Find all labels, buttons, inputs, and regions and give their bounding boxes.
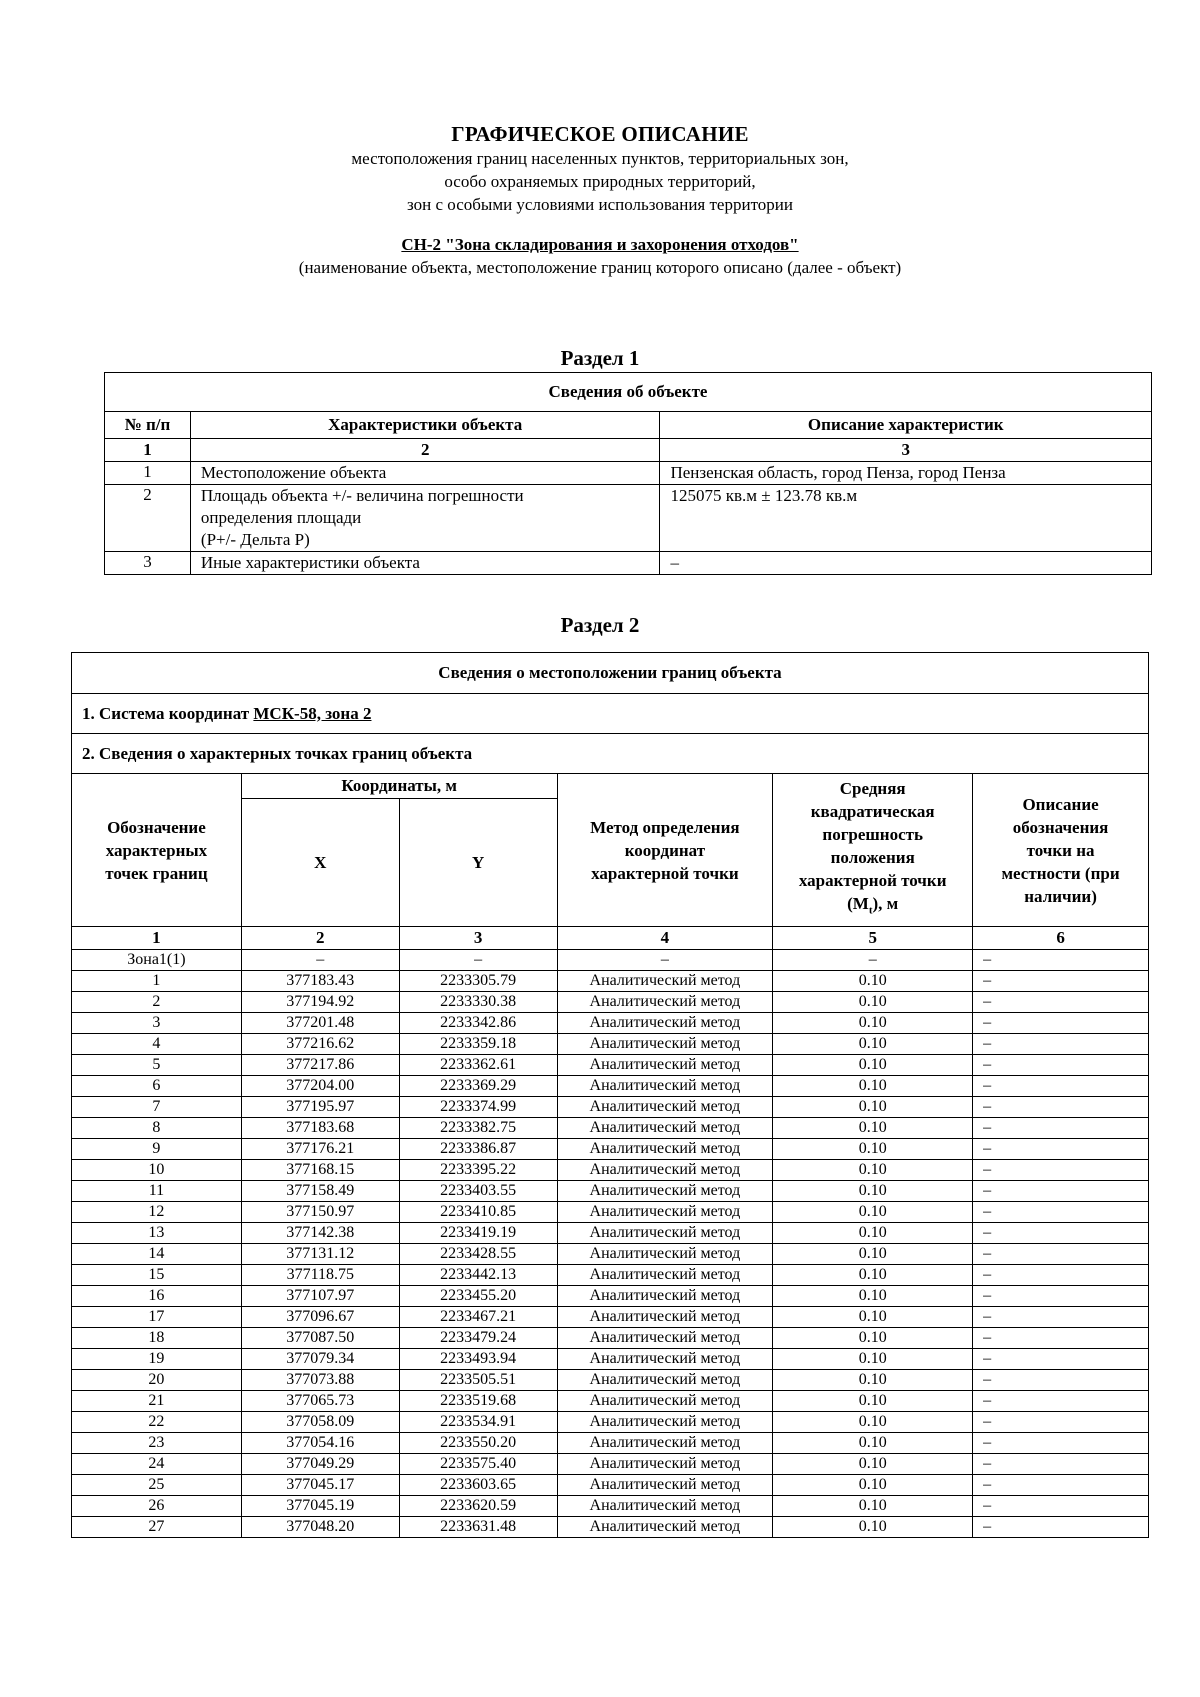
column-header-description: [973, 774, 1149, 927]
cell-method: Аналитический метод: [557, 1496, 773, 1517]
cell-error: 0.10: [773, 1475, 973, 1496]
cell-description: –: [973, 971, 1149, 992]
cell-method: Аналитический метод: [557, 1370, 773, 1391]
cell-method: Аналитический метод: [557, 1202, 773, 1223]
cell-method: Аналитический метод: [557, 1328, 773, 1349]
header-line: квадратическая: [810, 802, 935, 822]
cell-error: –: [773, 950, 973, 971]
cell-description: –: [973, 1181, 1149, 1202]
table-row: [105, 462, 1152, 485]
cell-y: 2233519.68: [399, 1391, 557, 1412]
cell-description: –: [973, 1475, 1149, 1496]
cell-description: –: [973, 1097, 1149, 1118]
table-row: [72, 1475, 1149, 1496]
title-subline-3: зон с особыми условиями использования территории: [407, 195, 793, 214]
header-line: характерной точки: [591, 863, 739, 883]
cell-error: 0.10: [773, 1349, 973, 1370]
header-line: положения: [830, 848, 915, 868]
cell-method: Аналитический метод: [557, 1097, 773, 1118]
cell-x: 377195.97: [241, 1097, 399, 1118]
cell-error: 0.10: [773, 1118, 973, 1139]
cell-point: 16: [72, 1286, 242, 1307]
cell-method: Аналитический метод: [557, 1181, 773, 1202]
cell-error: 0.10: [773, 1307, 973, 1328]
header-line: Средняя: [839, 779, 906, 799]
cell-description: –: [973, 1034, 1149, 1055]
characteristic-name: Иные характеристики объекта: [190, 552, 660, 575]
column-header-number: № п/п: [105, 412, 191, 439]
cell-y: 2233342.86: [399, 1013, 557, 1034]
column-header-y: Y: [399, 799, 557, 927]
cell-point: 15: [72, 1265, 242, 1286]
table-row: [72, 1097, 1149, 1118]
column-number: 1: [105, 439, 191, 462]
characteristic-value: Пензенская область, город Пенза, город Пенза: [660, 462, 1152, 485]
cell-description: –: [973, 1496, 1149, 1517]
table-row: [72, 971, 1149, 992]
cell-method: Аналитический метод: [557, 992, 773, 1013]
cell-description: –: [973, 1433, 1149, 1454]
zone-label: Зона1(1): [72, 950, 242, 971]
cell-description: –: [973, 1265, 1149, 1286]
characteristic-name-line: (Р+/- Дельта Р): [200, 530, 310, 549]
table-row: [72, 1160, 1149, 1181]
column-number: 6: [973, 927, 1149, 950]
cell-description: –: [973, 1412, 1149, 1433]
cell-point: 25: [72, 1475, 242, 1496]
cell-point: 22: [72, 1412, 242, 1433]
header-line: Обозначение: [107, 817, 206, 837]
cell-point: 9: [72, 1139, 242, 1160]
cell-point: 1: [72, 971, 242, 992]
cell-point: 2: [72, 992, 242, 1013]
table-row: [72, 1244, 1149, 1265]
object-name-note: (наименование объекта, местоположение границ которого описано (далее - объект): [298, 258, 902, 277]
object-info-table: [104, 372, 1152, 575]
header-line: [773, 892, 972, 922]
cell-x: 377058.09: [241, 1412, 399, 1433]
cell-point: 26: [72, 1496, 242, 1517]
cell-point: 18: [72, 1328, 242, 1349]
cell-method: Аналитический метод: [557, 1433, 773, 1454]
cell-method: Аналитический метод: [557, 1454, 773, 1475]
header-line: характерных: [105, 840, 208, 860]
cell-point: 6: [72, 1076, 242, 1097]
table-row: [72, 1076, 1149, 1097]
cell-error: 0.10: [773, 1223, 973, 1244]
cell-description: –: [973, 1244, 1149, 1265]
cell-y: 2233575.40: [399, 1454, 557, 1475]
section1-title: Раздел 1: [560, 346, 640, 370]
cell-description: –: [973, 1349, 1149, 1370]
points-table-body: [72, 950, 1149, 1538]
cell-x: 377087.50: [241, 1328, 399, 1349]
cell-method: Аналитический метод: [557, 1286, 773, 1307]
cell-x: 377217.86: [241, 1055, 399, 1076]
cell-description: –: [973, 1076, 1149, 1097]
table-row: [72, 1370, 1149, 1391]
cell-error: 0.10: [773, 1055, 973, 1076]
cell-description: –: [973, 1307, 1149, 1328]
table-row: [72, 1223, 1149, 1244]
cell-error: 0.10: [773, 1496, 973, 1517]
header-line: Описание: [1022, 794, 1099, 814]
cell-method: Аналитический метод: [557, 1349, 773, 1370]
cell-y: 2233534.91: [399, 1412, 557, 1433]
cell-point: 10: [72, 1160, 242, 1181]
cell-x: 377201.48: [241, 1013, 399, 1034]
cell-method: Аналитический метод: [557, 1013, 773, 1034]
cell-x: 377054.16: [241, 1433, 399, 1454]
cell-error: 0.10: [773, 1265, 973, 1286]
table-row: [72, 1202, 1149, 1223]
cell-y: 2233330.38: [399, 992, 557, 1013]
cell-error: 0.10: [773, 1034, 973, 1055]
cell-description: –: [973, 1055, 1149, 1076]
table-row: [72, 1265, 1149, 1286]
cell-y: 2233386.87: [399, 1139, 557, 1160]
characteristic-value: –: [660, 552, 1152, 575]
cell-y: 2233631.48: [399, 1517, 557, 1538]
cell-description: –: [973, 1286, 1149, 1307]
cell-point: 7: [72, 1097, 242, 1118]
table-row: [72, 1454, 1149, 1475]
cell-x: 377150.97: [241, 1202, 399, 1223]
header-line: характерной точки: [798, 871, 947, 891]
cell-x: 377048.20: [241, 1517, 399, 1538]
cell-error: 0.10: [773, 1412, 973, 1433]
cell-method: Аналитический метод: [557, 1412, 773, 1433]
cell-description: –: [973, 1517, 1149, 1538]
cell-error: 0.10: [773, 1076, 973, 1097]
cell-method: Аналитический метод: [557, 1139, 773, 1160]
cell-x: 377194.92: [241, 992, 399, 1013]
header-line: погрешность: [822, 825, 923, 845]
column-header-description: Описание характеристик: [660, 412, 1152, 439]
cell-description: –: [973, 950, 1149, 971]
table-row: [72, 1055, 1149, 1076]
characteristic-name: Местоположение объекта: [190, 462, 660, 485]
cell-description: –: [973, 1454, 1149, 1475]
column-header-x: X: [241, 799, 399, 927]
cell-y: 2233410.85: [399, 1202, 557, 1223]
cell-y: 2233620.59: [399, 1496, 557, 1517]
column-header-coordinates: Координаты, м: [241, 774, 557, 799]
object-name: СН-2 "Зона складирования и захоронения отходов": [401, 235, 799, 254]
cell-y: 2233493.94: [399, 1349, 557, 1370]
cell-x: 377107.97: [241, 1286, 399, 1307]
cell-x: 377096.67: [241, 1307, 399, 1328]
cell-y: 2233419.19: [399, 1223, 557, 1244]
cell-error: 0.10: [773, 1517, 973, 1538]
table-row: [72, 1412, 1149, 1433]
cell-description: –: [973, 1202, 1149, 1223]
row-number: 2: [105, 485, 191, 552]
cell-description: –: [973, 1118, 1149, 1139]
table-row: [72, 1328, 1149, 1349]
cell-point: 21: [72, 1391, 242, 1412]
column-number: 1: [72, 927, 242, 950]
cell-method: Аналитический метод: [557, 1076, 773, 1097]
document-title: ГРАФИЧЕСКОЕ ОПИСАНИЕ: [451, 122, 749, 146]
cell-x: 377045.19: [241, 1496, 399, 1517]
cell-point: 14: [72, 1244, 242, 1265]
coordinate-system: [72, 694, 1149, 734]
table-row: [72, 1181, 1149, 1202]
cell-error: 0.10: [773, 1286, 973, 1307]
cell-y: 2233369.29: [399, 1076, 557, 1097]
cell-error: 0.10: [773, 1160, 973, 1181]
cell-description: –: [973, 1139, 1149, 1160]
boundary-caption: Сведения о местоположении границ объекта: [72, 653, 1149, 694]
cell-method: Аналитический метод: [557, 1160, 773, 1181]
cell-description: –: [973, 1370, 1149, 1391]
column-number: 3: [660, 439, 1152, 462]
cell-error: 0.10: [773, 1139, 973, 1160]
column-number: 4: [557, 927, 773, 950]
table-row: [72, 1433, 1149, 1454]
cell-method: Аналитический метод: [557, 1307, 773, 1328]
table-row: [72, 1034, 1149, 1055]
cell-y: 2233403.55: [399, 1181, 557, 1202]
column-number: 2: [241, 927, 399, 950]
cell-x: 377049.29: [241, 1454, 399, 1475]
column-number: 2: [190, 439, 660, 462]
table-row: [72, 1496, 1149, 1517]
characteristic-name-line: определения площади: [200, 508, 362, 527]
cell-error: 0.10: [773, 971, 973, 992]
cell-description: –: [973, 1160, 1149, 1181]
cell-error: 0.10: [773, 1391, 973, 1412]
cell-x: 377045.17: [241, 1475, 399, 1496]
cell-error: 0.10: [773, 1181, 973, 1202]
cell-point: 23: [72, 1433, 242, 1454]
cell-error: 0.10: [773, 1244, 973, 1265]
cell-x: 377158.49: [241, 1181, 399, 1202]
cell-method: Аналитический метод: [557, 971, 773, 992]
characteristic-name: [190, 485, 660, 552]
header-line: обозначения: [1012, 817, 1109, 837]
table-row: [72, 1118, 1149, 1139]
cell-x: 377079.34: [241, 1349, 399, 1370]
column-number: 3: [399, 927, 557, 950]
table-row: [72, 1139, 1149, 1160]
cell-error: 0.10: [773, 1097, 973, 1118]
cell-point: 27: [72, 1517, 242, 1538]
cell-description: –: [973, 1328, 1149, 1349]
cell-x: 377073.88: [241, 1370, 399, 1391]
object-info-caption: Сведения об объекте: [105, 373, 1152, 412]
title-subline-2: особо охраняемых природных территорий,: [444, 172, 756, 191]
points-caption: 2. Сведения о характерных точках границ объекта: [72, 734, 1149, 774]
cell-x: 377168.15: [241, 1160, 399, 1181]
cell-point: 13: [72, 1223, 242, 1244]
cell-x: 377204.00: [241, 1076, 399, 1097]
cell-point: 5: [72, 1055, 242, 1076]
column-header-characteristics: Характеристики объекта: [190, 412, 660, 439]
cell-x: 377216.62: [241, 1034, 399, 1055]
cell-y: 2233467.21: [399, 1307, 557, 1328]
cell-method: Аналитический метод: [557, 1244, 773, 1265]
table-row: [105, 552, 1152, 575]
cell-y: 2233479.24: [399, 1328, 557, 1349]
header-text: (M: [847, 894, 869, 914]
table-row: [105, 485, 1152, 552]
cell-point: 24: [72, 1454, 242, 1475]
cell-method: Аналитический метод: [557, 1517, 773, 1538]
cell-y: 2233442.13: [399, 1265, 557, 1286]
coordinate-system-value: МСК-58, зона 2: [253, 703, 372, 723]
cell-method: Аналитический метод: [557, 1034, 773, 1055]
cell-description: –: [973, 1391, 1149, 1412]
cell-y: 2233550.20: [399, 1433, 557, 1454]
cell-description: –: [973, 1223, 1149, 1244]
document-header: [0, 121, 1200, 279]
coordinate-system-label: 1. Система координат: [82, 703, 254, 723]
cell-point: 19: [72, 1349, 242, 1370]
cell-method: Аналитический метод: [557, 1391, 773, 1412]
header-line: наличии): [1024, 886, 1097, 906]
cell-method: Аналитический метод: [557, 1223, 773, 1244]
cell-x: 377065.73: [241, 1391, 399, 1412]
cell-error: 0.10: [773, 992, 973, 1013]
cell-y: 2233382.75: [399, 1118, 557, 1139]
cell-point: 3: [72, 1013, 242, 1034]
cell-description: –: [973, 1013, 1149, 1034]
cell-error: 0.10: [773, 1202, 973, 1223]
cell-point: 8: [72, 1118, 242, 1139]
cell-x: 377176.21: [241, 1139, 399, 1160]
cell-method: Аналитический метод: [557, 1265, 773, 1286]
cell-error: 0.10: [773, 1454, 973, 1475]
cell-point: 4: [72, 1034, 242, 1055]
row-number: 3: [105, 552, 191, 575]
cell-description: –: [973, 992, 1149, 1013]
cell-x: 377183.43: [241, 971, 399, 992]
section2-title: Раздел 2: [560, 613, 640, 637]
cell-y: 2233428.55: [399, 1244, 557, 1265]
table-row: [72, 1286, 1149, 1307]
cell-point: 17: [72, 1307, 242, 1328]
header-line: точки на: [1026, 840, 1095, 860]
cell-method: Аналитический метод: [557, 1475, 773, 1496]
header-line: местности (при: [1001, 863, 1120, 883]
cell-y: 2233374.99: [399, 1097, 557, 1118]
cell-point: 12: [72, 1202, 242, 1223]
column-header-point: [72, 774, 242, 927]
row-number: 1: [105, 462, 191, 485]
table-row: [72, 1013, 1149, 1034]
cell-x: 377131.12: [241, 1244, 399, 1265]
header-line: координат: [624, 840, 706, 860]
header-line: точек границ: [105, 863, 208, 883]
cell-point: 20: [72, 1370, 242, 1391]
cell-x: 377118.75: [241, 1265, 399, 1286]
table-row: [72, 1517, 1149, 1538]
cell-error: 0.10: [773, 1328, 973, 1349]
cell-y: 2233603.65: [399, 1475, 557, 1496]
cell-method: –: [557, 950, 773, 971]
cell-method: Аналитический метод: [557, 1055, 773, 1076]
cell-error: 0.10: [773, 1013, 973, 1034]
table-row: [72, 1307, 1149, 1328]
column-header-method: [557, 774, 773, 927]
header-subscript: t: [868, 904, 873, 917]
cell-error: 0.10: [773, 1370, 973, 1391]
zone-row: [72, 950, 1149, 971]
cell-y: 2233305.79: [399, 971, 557, 992]
table-row: [72, 1349, 1149, 1370]
cell-y: 2233455.20: [399, 1286, 557, 1307]
column-number: 5: [773, 927, 973, 950]
cell-y: –: [399, 950, 557, 971]
cell-y: 2233362.61: [399, 1055, 557, 1076]
cell-point: 11: [72, 1181, 242, 1202]
cell-y: 2233395.22: [399, 1160, 557, 1181]
cell-y: 2233359.18: [399, 1034, 557, 1055]
cell-x: 377142.38: [241, 1223, 399, 1244]
column-header-error: [773, 774, 973, 927]
cell-error: 0.10: [773, 1433, 973, 1454]
table-row: [72, 1391, 1149, 1412]
boundary-points-table: [71, 652, 1149, 1538]
header-text: ), м: [872, 894, 899, 914]
cell-method: Аналитический метод: [557, 1118, 773, 1139]
cell-x: 377183.68: [241, 1118, 399, 1139]
title-subline-1: местоположения границ населенных пунктов, территориальных зон,: [351, 149, 849, 168]
table-row: [72, 992, 1149, 1013]
cell-x: –: [241, 950, 399, 971]
header-line: Метод определения: [590, 817, 740, 837]
characteristic-name-line: Площадь объекта +/- величина погрешности: [200, 486, 524, 505]
cell-y: 2233505.51: [399, 1370, 557, 1391]
characteristic-value: 125075 кв.м ± 123.78 кв.м: [660, 485, 1152, 552]
